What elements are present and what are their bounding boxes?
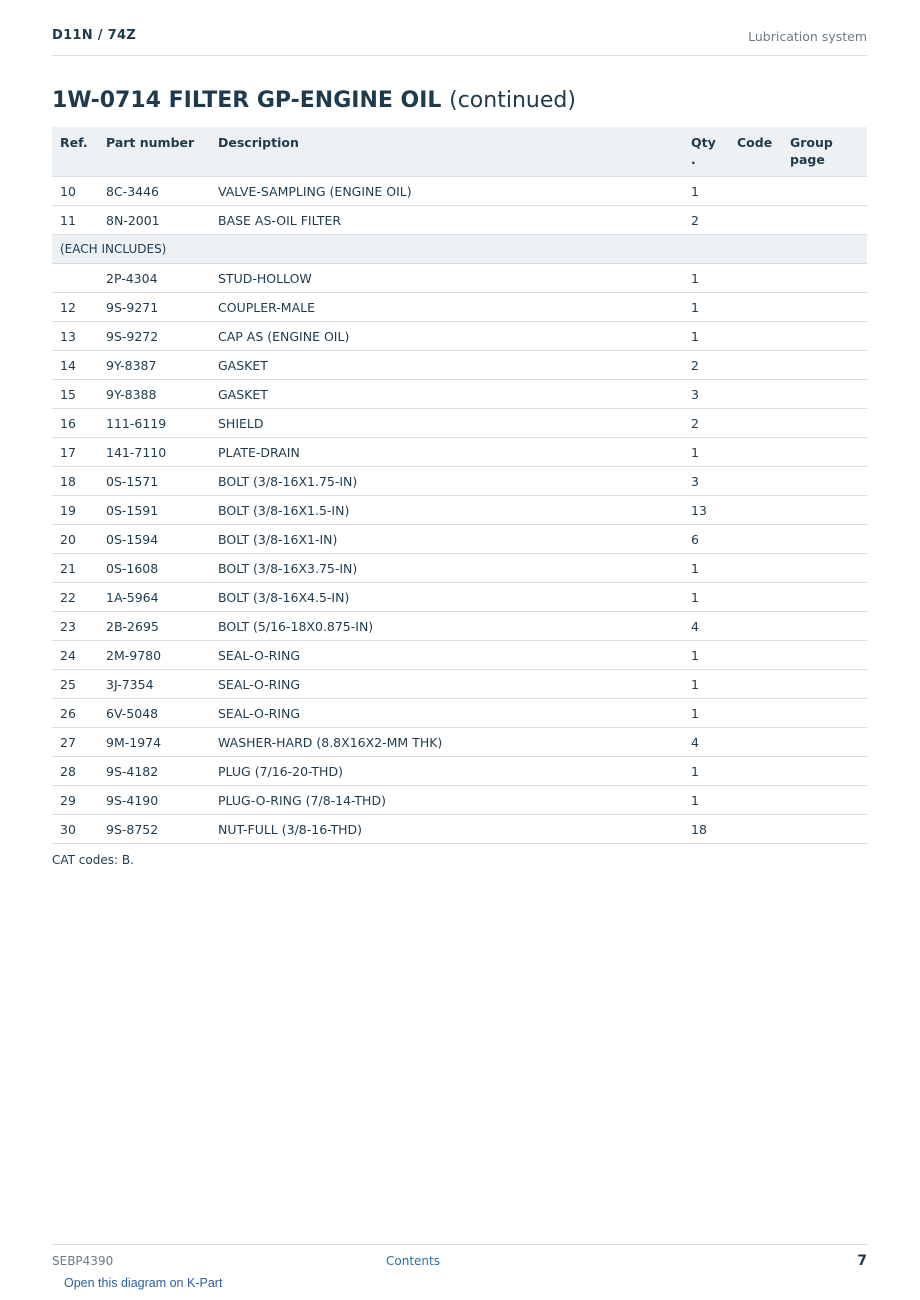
document-id: SEBP4390 bbox=[52, 1254, 114, 1268]
group-page-cell bbox=[790, 438, 867, 467]
part-number-cell: 0S-1571 bbox=[106, 467, 218, 496]
code-cell bbox=[737, 554, 790, 583]
table-row bbox=[52, 612, 867, 641]
description-cell: BOLT (3/8-16X1-IN) bbox=[218, 525, 691, 554]
code-cell bbox=[737, 496, 790, 525]
code-cell bbox=[737, 815, 790, 844]
ref-cell: 16 bbox=[52, 409, 106, 438]
code-cell bbox=[737, 525, 790, 554]
part-number-cell: 9Y-8387 bbox=[106, 351, 218, 380]
part-number-cell: 0S-1608 bbox=[106, 554, 218, 583]
table-row bbox=[52, 641, 867, 670]
code-cell bbox=[737, 786, 790, 815]
description-cell: BOLT (3/8-16X1.5-IN) bbox=[218, 496, 691, 525]
part-number-cell: 2M-9780 bbox=[106, 641, 218, 670]
part-number-cell: 2B-2695 bbox=[106, 612, 218, 641]
ref-cell: 28 bbox=[52, 757, 106, 786]
ref-cell: 20 bbox=[52, 525, 106, 554]
qty-cell: 18 bbox=[691, 815, 737, 844]
qty-cell: 1 bbox=[691, 264, 737, 293]
part-number-cell: 141-7110 bbox=[106, 438, 218, 467]
code-cell bbox=[737, 612, 790, 641]
group-page-cell bbox=[790, 206, 867, 235]
ref-cell: 21 bbox=[52, 554, 106, 583]
description-cell: VALVE-SAMPLING (ENGINE OIL) bbox=[218, 177, 691, 206]
parts-table bbox=[52, 127, 867, 844]
qty-cell: 1 bbox=[691, 177, 737, 206]
part-number-cell: 8C-3446 bbox=[106, 177, 218, 206]
table-row bbox=[52, 670, 867, 699]
kpart-link[interactable]: Open this diagram on K-Part bbox=[64, 1276, 223, 1290]
part-number-cell: 0S-1591 bbox=[106, 496, 218, 525]
ref-cell: 15 bbox=[52, 380, 106, 409]
ref-cell: 19 bbox=[52, 496, 106, 525]
code-cell bbox=[737, 409, 790, 438]
description-cell: SEAL-O-RING bbox=[218, 670, 691, 699]
part-number-cell: 2P-4304 bbox=[106, 264, 218, 293]
table-row bbox=[52, 728, 867, 757]
ref-cell: 11 bbox=[52, 206, 106, 235]
table-header-row bbox=[52, 127, 867, 177]
ref-cell: 26 bbox=[52, 699, 106, 728]
part-number-cell: 111-6119 bbox=[106, 409, 218, 438]
qty-cell: 1 bbox=[691, 786, 737, 815]
ref-cell: 22 bbox=[52, 583, 106, 612]
table-row bbox=[52, 496, 867, 525]
ref-cell: 14 bbox=[52, 351, 106, 380]
title-main: 1W-0714 FILTER GP-ENGINE OIL bbox=[52, 88, 442, 113]
ref-cell: 24 bbox=[52, 641, 106, 670]
description-cell: PLUG-O-RING (7/8-14-THD) bbox=[218, 786, 691, 815]
description-cell: COUPLER-MALE bbox=[218, 293, 691, 322]
table-row bbox=[52, 351, 867, 380]
qty-cell: 1 bbox=[691, 757, 737, 786]
group-page-cell bbox=[790, 786, 867, 815]
col-header-part-number: Part number bbox=[106, 127, 218, 177]
qty-cell: 3 bbox=[691, 380, 737, 409]
model-label: D11N / 74Z bbox=[52, 28, 137, 43]
description-cell: GASKET bbox=[218, 351, 691, 380]
code-cell bbox=[737, 728, 790, 757]
description-cell: GASKET bbox=[218, 380, 691, 409]
qty-cell: 4 bbox=[691, 612, 737, 641]
table-row bbox=[52, 322, 867, 351]
group-page-cell bbox=[790, 293, 867, 322]
col-header-code: Code bbox=[737, 127, 790, 177]
qty-cell: 13 bbox=[691, 496, 737, 525]
ref-cell: 27 bbox=[52, 728, 106, 757]
table-row bbox=[52, 757, 867, 786]
group-page-cell bbox=[790, 264, 867, 293]
code-cell bbox=[737, 380, 790, 409]
group-page-cell bbox=[790, 612, 867, 641]
group-page-cell bbox=[790, 728, 867, 757]
table-row bbox=[52, 438, 867, 467]
part-number-cell: 3J-7354 bbox=[106, 670, 218, 699]
code-cell bbox=[737, 699, 790, 728]
group-page-cell bbox=[790, 583, 867, 612]
ref-cell: 18 bbox=[52, 467, 106, 496]
qty-cell: 3 bbox=[691, 467, 737, 496]
code-cell bbox=[737, 438, 790, 467]
ref-cell bbox=[52, 264, 106, 293]
qty-cell: 2 bbox=[691, 206, 737, 235]
table-row bbox=[52, 815, 867, 844]
part-number-cell: 6V-5048 bbox=[106, 699, 218, 728]
table-row bbox=[52, 467, 867, 496]
group-page-cell bbox=[790, 815, 867, 844]
qty-cell: 2 bbox=[691, 409, 737, 438]
table-row bbox=[52, 177, 867, 206]
table-row bbox=[52, 554, 867, 583]
qty-cell: 1 bbox=[691, 293, 737, 322]
part-number-cell: 0S-1594 bbox=[106, 525, 218, 554]
code-cell bbox=[737, 322, 790, 351]
table-row bbox=[52, 206, 867, 235]
contents-link[interactable]: Contents bbox=[386, 1254, 440, 1268]
description-cell: BOLT (5/16-18X0.875-IN) bbox=[218, 612, 691, 641]
code-cell bbox=[737, 583, 790, 612]
description-cell: SEAL-O-RING bbox=[218, 699, 691, 728]
table-row bbox=[52, 699, 867, 728]
qty-cell: 1 bbox=[691, 699, 737, 728]
description-cell: BOLT (3/8-16X1.75-IN) bbox=[218, 467, 691, 496]
part-number-cell: 9S-4182 bbox=[106, 757, 218, 786]
page-title bbox=[52, 88, 576, 113]
table-note-row bbox=[52, 235, 867, 264]
col-header-qty: Qty . bbox=[691, 127, 737, 177]
table-row bbox=[52, 264, 867, 293]
page-header bbox=[52, 28, 867, 56]
title-suffix: (continued) bbox=[449, 88, 576, 113]
description-cell: PLUG (7/16-20-THD) bbox=[218, 757, 691, 786]
part-number-cell: 1A-5964 bbox=[106, 583, 218, 612]
group-page-cell bbox=[790, 380, 867, 409]
qty-cell: 1 bbox=[691, 641, 737, 670]
page-number: 7 bbox=[857, 1253, 867, 1269]
qty-cell: 2 bbox=[691, 351, 737, 380]
ref-cell: 29 bbox=[52, 786, 106, 815]
group-page-cell bbox=[790, 322, 867, 351]
ref-cell: 23 bbox=[52, 612, 106, 641]
description-cell: SHIELD bbox=[218, 409, 691, 438]
part-number-cell: 8N-2001 bbox=[106, 206, 218, 235]
code-cell bbox=[737, 293, 790, 322]
qty-cell: 1 bbox=[691, 322, 737, 351]
ref-cell: 13 bbox=[52, 322, 106, 351]
qty-cell: 1 bbox=[691, 583, 737, 612]
ref-cell: 17 bbox=[52, 438, 106, 467]
part-number-cell: 9S-9272 bbox=[106, 322, 218, 351]
page-footer bbox=[52, 1244, 867, 1269]
qty-cell: 1 bbox=[691, 554, 737, 583]
description-cell: SEAL-O-RING bbox=[218, 641, 691, 670]
group-page-cell bbox=[790, 496, 867, 525]
qty-cell: 1 bbox=[691, 438, 737, 467]
part-number-cell: 9S-8752 bbox=[106, 815, 218, 844]
description-cell: WASHER-HARD (8.8X16X2-MM THK) bbox=[218, 728, 691, 757]
code-cell bbox=[737, 670, 790, 699]
table-row bbox=[52, 293, 867, 322]
table-row bbox=[52, 786, 867, 815]
group-page-cell bbox=[790, 554, 867, 583]
description-cell: BASE AS-OIL FILTER bbox=[218, 206, 691, 235]
cat-codes: CAT codes: B. bbox=[52, 853, 134, 867]
code-cell bbox=[737, 757, 790, 786]
group-page-cell bbox=[790, 351, 867, 380]
ref-cell: 10 bbox=[52, 177, 106, 206]
code-cell bbox=[737, 467, 790, 496]
group-page-cell bbox=[790, 757, 867, 786]
table-row bbox=[52, 409, 867, 438]
code-cell bbox=[737, 641, 790, 670]
col-header-group-page: Group page bbox=[790, 127, 867, 177]
group-page-cell bbox=[790, 699, 867, 728]
group-page-cell bbox=[790, 177, 867, 206]
table-row bbox=[52, 583, 867, 612]
group-page-cell bbox=[790, 467, 867, 496]
ref-cell: 12 bbox=[52, 293, 106, 322]
description-cell: STUD-HOLLOW bbox=[218, 264, 691, 293]
code-cell bbox=[737, 177, 790, 206]
description-cell: NUT-FULL (3/8-16-THD) bbox=[218, 815, 691, 844]
note-cell: (EACH INCLUDES) bbox=[52, 235, 867, 264]
part-number-cell: 9Y-8388 bbox=[106, 380, 218, 409]
code-cell bbox=[737, 206, 790, 235]
qty-cell: 4 bbox=[691, 728, 737, 757]
code-cell bbox=[737, 264, 790, 293]
table-row bbox=[52, 525, 867, 554]
part-number-cell: 9M-1974 bbox=[106, 728, 218, 757]
description-cell: BOLT (3/8-16X4.5-IN) bbox=[218, 583, 691, 612]
description-cell: PLATE-DRAIN bbox=[218, 438, 691, 467]
qty-cell: 1 bbox=[691, 670, 737, 699]
ref-cell: 30 bbox=[52, 815, 106, 844]
part-number-cell: 9S-9271 bbox=[106, 293, 218, 322]
group-page-cell bbox=[790, 409, 867, 438]
group-page-cell bbox=[790, 670, 867, 699]
table-row bbox=[52, 380, 867, 409]
qty-cell: 6 bbox=[691, 525, 737, 554]
col-header-ref: Ref. bbox=[52, 127, 106, 177]
description-cell: CAP AS (ENGINE OIL) bbox=[218, 322, 691, 351]
description-cell: BOLT (3/8-16X3.75-IN) bbox=[218, 554, 691, 583]
ref-cell: 25 bbox=[52, 670, 106, 699]
part-number-cell: 9S-4190 bbox=[106, 786, 218, 815]
col-header-description: Description bbox=[218, 127, 691, 177]
group-page-cell bbox=[790, 641, 867, 670]
group-page-cell bbox=[790, 525, 867, 554]
code-cell bbox=[737, 351, 790, 380]
section-name: Lubrication system bbox=[748, 29, 867, 44]
